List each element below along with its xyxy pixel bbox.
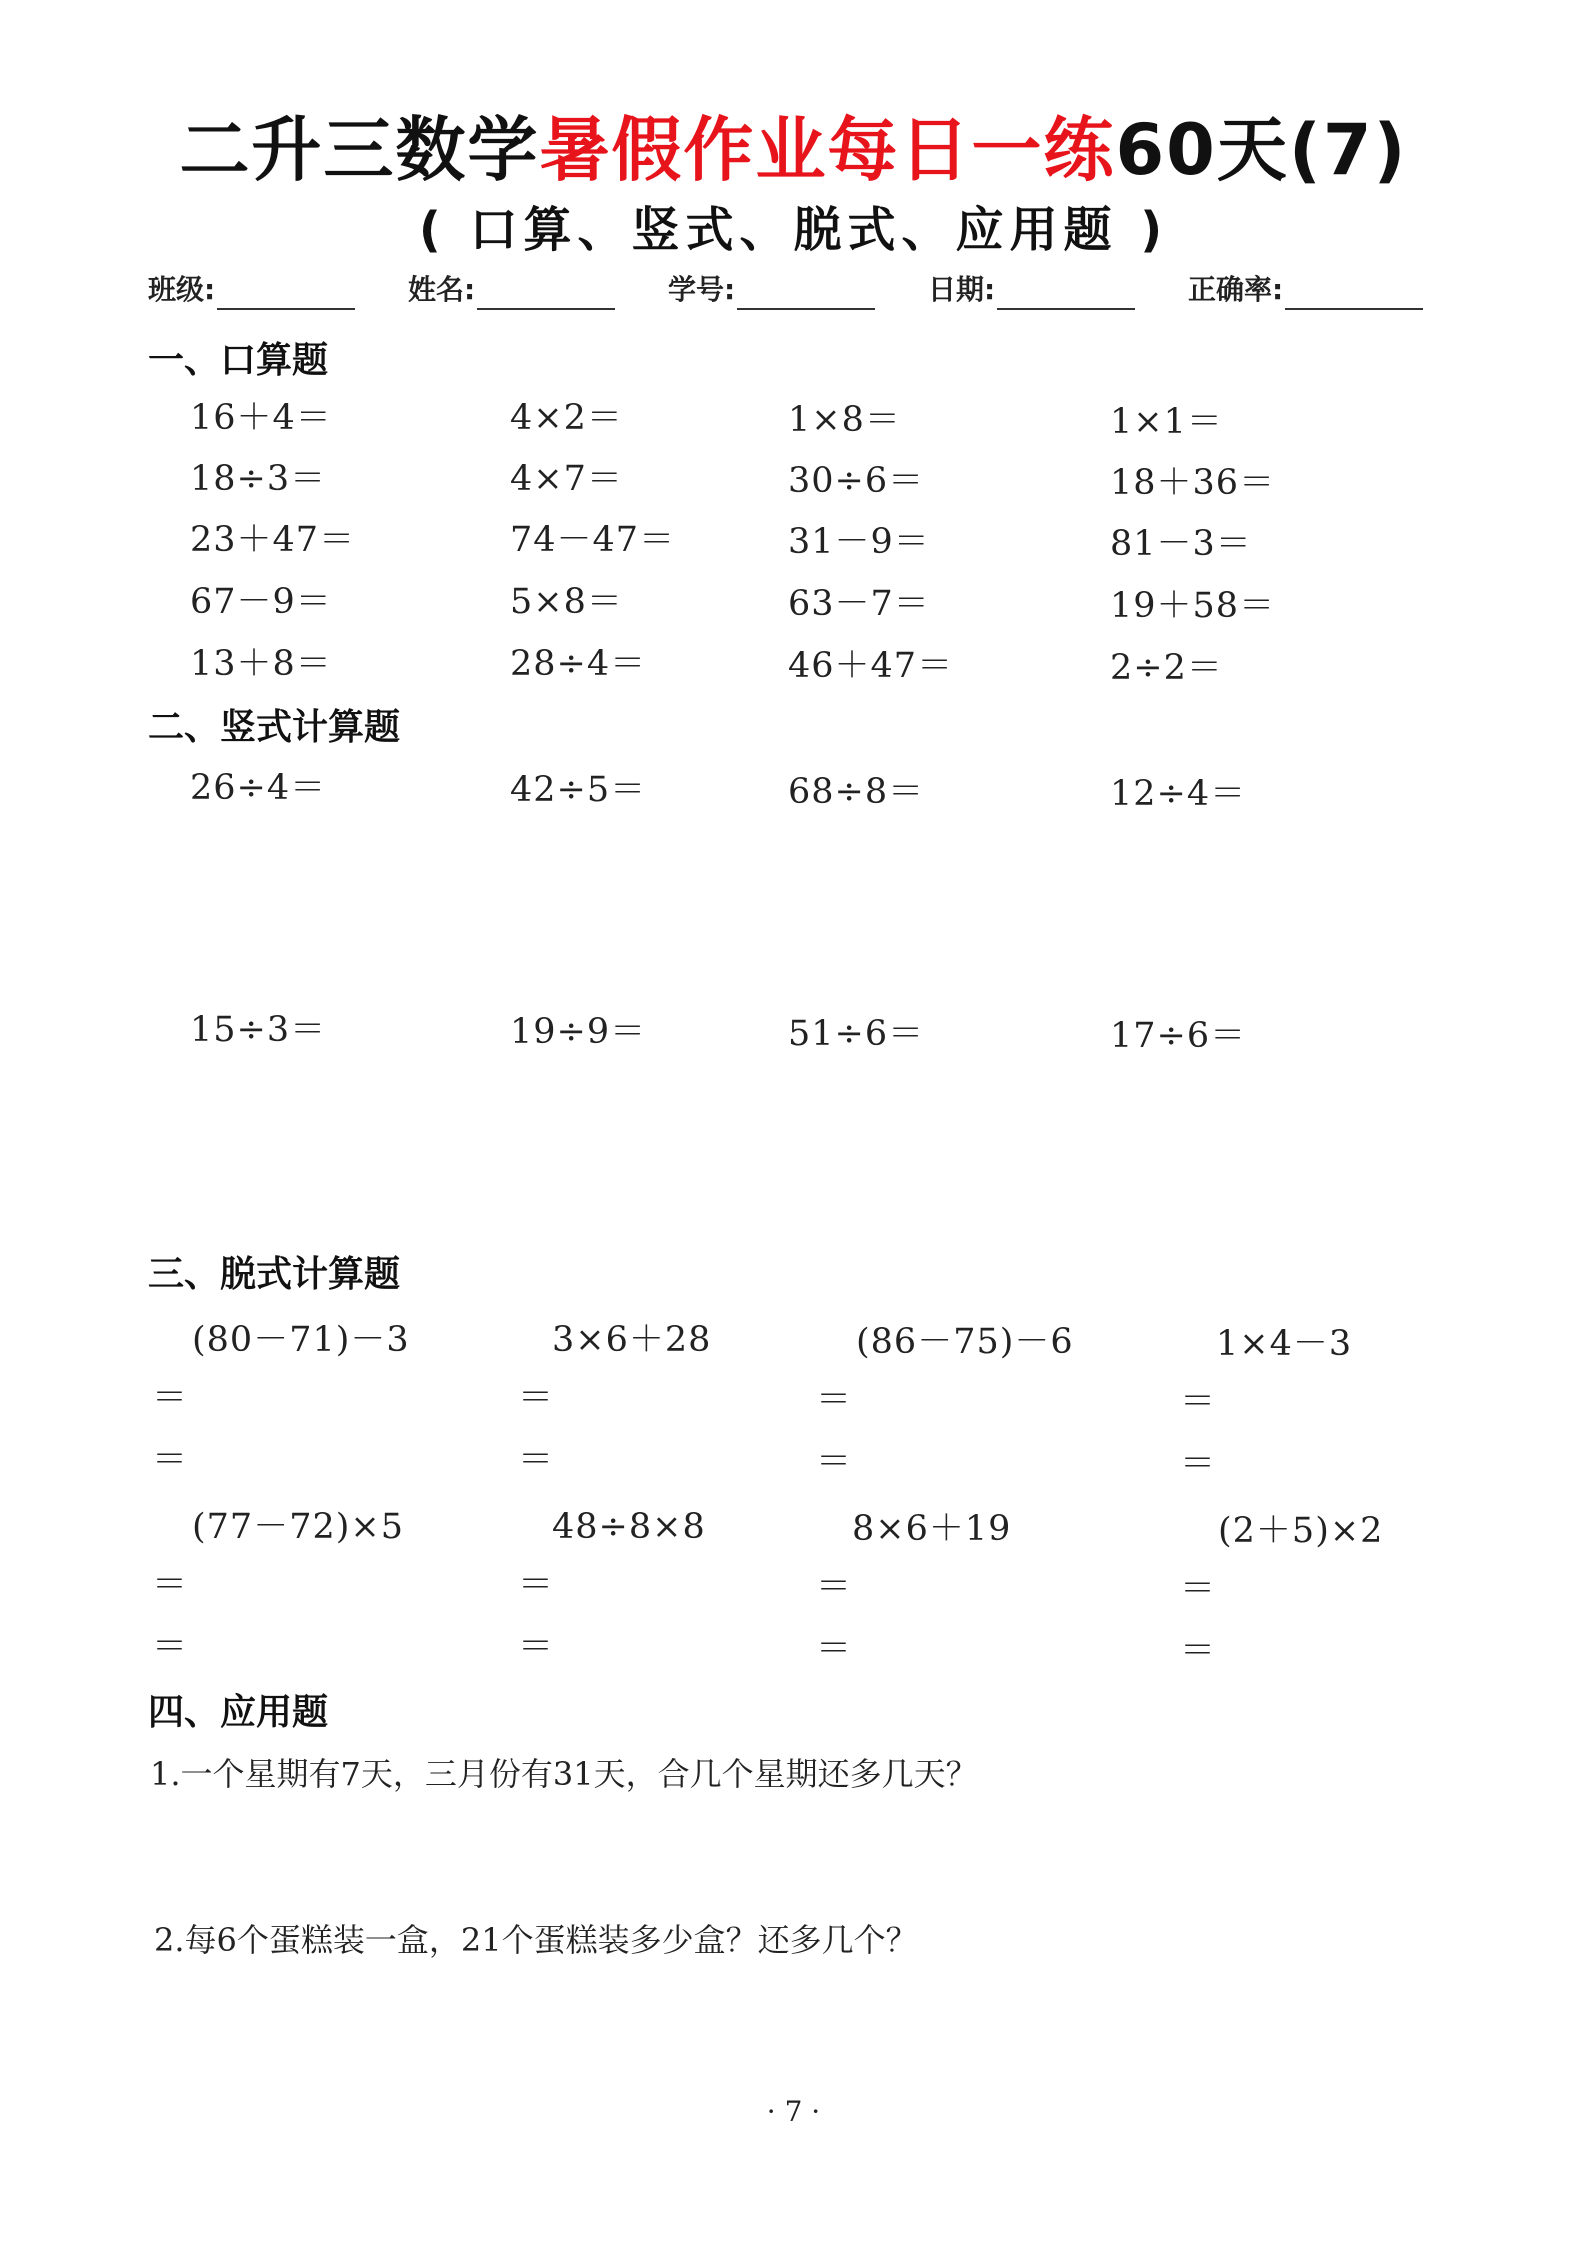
word-problem-1: 1.一个星期有7天，三月份有31天，合几个星期还多几天？ (150, 1755, 978, 1793)
equals-line: ＝ (152, 1378, 188, 1418)
vertical-problem: 19÷9＝ (510, 1012, 647, 1052)
oral-problem: 1×8＝ (788, 400, 901, 440)
oral-problem: 67－9＝ (190, 582, 332, 622)
info-field-student-id (668, 270, 875, 310)
oral-problem: 63－7＝ (788, 584, 930, 624)
equals-line: ＝ (518, 1378, 554, 1418)
oral-problem: 16＋4＝ (190, 398, 332, 438)
oral-problem: 46＋47＝ (788, 646, 954, 686)
equals-line: ＝ (1180, 1631, 1216, 1671)
info-field-date (928, 270, 1135, 310)
date-blank[interactable] (997, 278, 1135, 310)
equals-line: ＝ (816, 1380, 852, 1420)
oral-problem: 18＋36＝ (1110, 463, 1276, 503)
stepwise-problem: 8×6＋19 (852, 1509, 1012, 1549)
vertical-problem: 26÷4＝ (190, 768, 327, 808)
info-label: 班级: (148, 273, 216, 306)
oral-problem: 74－47＝ (510, 520, 676, 560)
equals-line: ＝ (816, 1567, 852, 1607)
name-blank[interactable] (477, 278, 615, 310)
page-number: · 7 · (766, 2095, 821, 2128)
vertical-problem: 42÷5＝ (510, 770, 647, 810)
vertical-problem: 51÷6＝ (788, 1014, 925, 1054)
oral-problem: 2÷2＝ (1110, 648, 1223, 688)
oral-problem: 4×7＝ (510, 459, 623, 499)
equals-line: ＝ (816, 1442, 852, 1482)
title-part-grade: 二升三数学 (179, 109, 540, 191)
equals-line: ＝ (1180, 1444, 1216, 1484)
section-title-stepwise: 三、脱式计算题 (148, 1254, 401, 1295)
word-problem-2: 2.每6个蛋糕装一盒，21个蛋糕装多少盒？还多几个？ (154, 1921, 918, 1959)
equals-line: ＝ (1180, 1382, 1216, 1422)
oral-problem: 18÷3＝ (190, 459, 327, 499)
equals-line: ＝ (518, 1440, 554, 1480)
oral-problem: 28÷4＝ (510, 644, 647, 684)
stepwise-problem: 48÷8×8 (552, 1507, 706, 1547)
oral-problem: 1×1＝ (1110, 402, 1223, 442)
equals-line: ＝ (152, 1627, 188, 1667)
vertical-problem: 68÷8＝ (788, 772, 925, 812)
oral-problem: 30÷6＝ (788, 461, 925, 501)
title-part-days: 60天(7) (1115, 109, 1408, 191)
equals-line: ＝ (152, 1440, 188, 1480)
student-id-blank[interactable] (737, 278, 875, 310)
page-title (0, 105, 1587, 195)
section-title-oral: 一、口算题 (148, 340, 329, 381)
class-blank[interactable] (217, 278, 355, 310)
info-label: 日期: (928, 273, 996, 306)
title-part-homework: 暑假作业每日一练 (539, 109, 1116, 191)
oral-problem: 23＋47＝ (190, 520, 356, 560)
equals-line: ＝ (518, 1627, 554, 1667)
vertical-problem: 15÷3＝ (190, 1010, 327, 1050)
info-field-accuracy (1188, 270, 1423, 310)
info-field-name (408, 270, 615, 310)
info-label: 姓名: (408, 273, 476, 306)
equals-line: ＝ (152, 1565, 188, 1605)
oral-problem: 81－3＝ (1110, 524, 1252, 564)
stepwise-problem: 3×6＋28 (552, 1320, 712, 1360)
vertical-problem: 17÷6＝ (1110, 1016, 1247, 1056)
equals-line: ＝ (1180, 1569, 1216, 1609)
stepwise-problem: (80－71)－3 (192, 1320, 410, 1360)
section-title-word-problems: 四、应用题 (148, 1692, 329, 1733)
oral-problem: 19＋58＝ (1110, 586, 1276, 626)
stepwise-problem: 1×4－3 (1216, 1324, 1353, 1364)
oral-problem: 5×8＝ (510, 582, 623, 622)
stepwise-problem: (86－75)－6 (856, 1322, 1074, 1362)
page-subtitle: ( 口算、竖式、脱式、应用题 ) (418, 202, 1169, 258)
equals-line: ＝ (518, 1565, 554, 1605)
stepwise-problem: (77－72)×5 (192, 1507, 404, 1547)
section-title-vertical: 二、竖式计算题 (148, 707, 401, 748)
oral-problem: 4×2＝ (510, 398, 623, 438)
accuracy-blank[interactable] (1285, 278, 1423, 310)
oral-problem: 13＋8＝ (190, 644, 332, 684)
info-field-class (148, 270, 355, 310)
info-label: 学号: (668, 273, 736, 306)
equals-line: ＝ (816, 1629, 852, 1669)
info-label: 正确率: (1188, 273, 1284, 306)
vertical-problem: 12÷4＝ (1110, 774, 1247, 814)
stepwise-problem: (2＋5)×2 (1218, 1511, 1384, 1551)
oral-problem: 31－9＝ (788, 522, 930, 562)
